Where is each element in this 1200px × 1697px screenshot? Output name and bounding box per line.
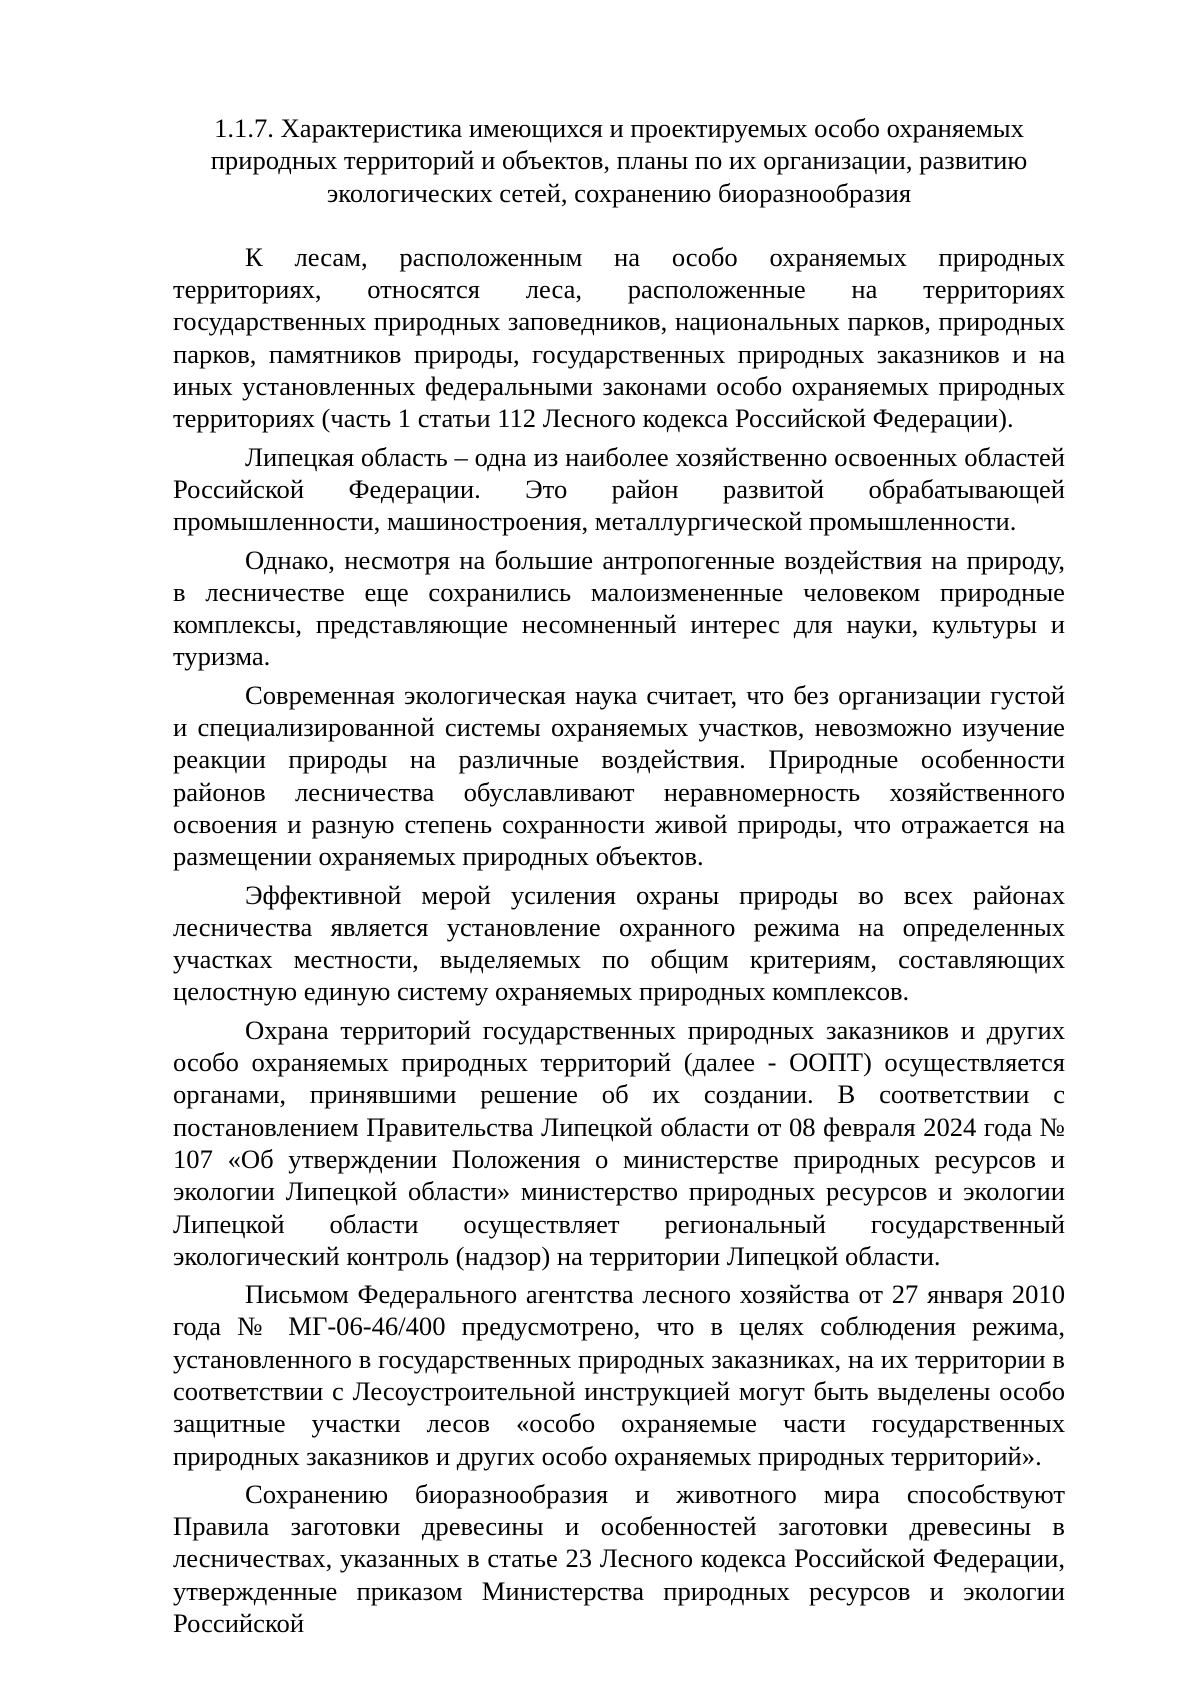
paragraph-ecological-science: Современная экологическая наука считает, что без организации густой и специализированной системы охраняемых участков, невозможно изучение реакции природы на различные воздействия. Природные особенности районов лесничества обуславливают неравномерность хозяйственного освоения и разную степень сохранности живой природы, что отражается на размещении охраняемых природных объектов. [173,679,1065,872]
heading-line-1: 1.1.7. Характеристика имеющихся и проектируемых особо охраняемых [214,113,1024,143]
heading-line-3: экологических сетей, сохранению биоразнообразия [326,177,912,208]
paragraph-biodiversity-rules: Сохранению биоразнообразия и животного мира способствуют Правила заготовки древесины и особенностей заготовки древесины в лесничествах, указанных в статье 23 Лесного кодекса Российской Федерации, утвержденные приказом Министерства природных ресурсов и экологии Российской [173,1478,1065,1639]
paragraph-forests-definition: К лесам, расположенным на особо охраняемых природных территориях, относятся леса, расположенные на территориях государственных природных заповедников, национальных парков, природных парков, памятников природы, государственных природных заказников и на иных установленных федеральными законами особо охраняемых природных территориях (часть 1 статьи 112 Лесного кодекса Российской Федерации). [173,241,1065,434]
paragraph-oopt-protection: Охрана территорий государственных природных заказников и других особо охраняемых природных территорий (далее - ООПТ) осуществляется органами, принявшими решение об их создании. В соответствии с постановлением Правительства Липецкой области от 08 февраля 2024 года № 107 «Об утверждении Положения о министерстве природных ресурсов и экологии Липецкой области» министерство природных ресурсов и экологии Липецкой области осуществляет региональный государственный экологический контроль (надзор) на территории Липецкой области. [173,1014,1065,1271]
paragraph-natural-complexes: Однако, несмотря на большие антропогенные воздействия на природу, в лесничестве еще сохранились малоизмененные человеком природные комплексы, представляющие несомненный интерес для науки, культуры и туризма. [173,544,1065,672]
document-page [173,112,1065,1639]
paragraph-lipetsk-region: Липецкая область – одна из наиболее хозяйственно освоенных областей Российской Федерации. Это район развитой обрабатывающей промышленности, машиностроения, металлургической промышленности. [173,441,1065,537]
paragraph-protection-measures: Эффективной мерой усиления охраны природы во всех районах лесничества является установление охранного режима на определенных участках местности, выделяемых по общим критериям, составляющих целостную единую систему охраняемых природных комплексов. [173,879,1065,1007]
heading-line-2: природных территорий и объектов, планы по их организации, развитию [210,145,1028,176]
section-heading [173,112,1065,209]
paragraph-forestry-agency-letter: Письмом Федерального агентства лесного хозяйства от 27 января 2010 года № МГ-06-46/400 предусмотрено, что в целях соблюдения режима, установленного в государственных природных заказниках, на их территории в соответствии с Лесоустроительной инструкцией могут быть выделены особо защитные участки лесов «особо охраняемые части государственных природных заказников и других особо охраняемых природных территорий». [173,1279,1065,1471]
